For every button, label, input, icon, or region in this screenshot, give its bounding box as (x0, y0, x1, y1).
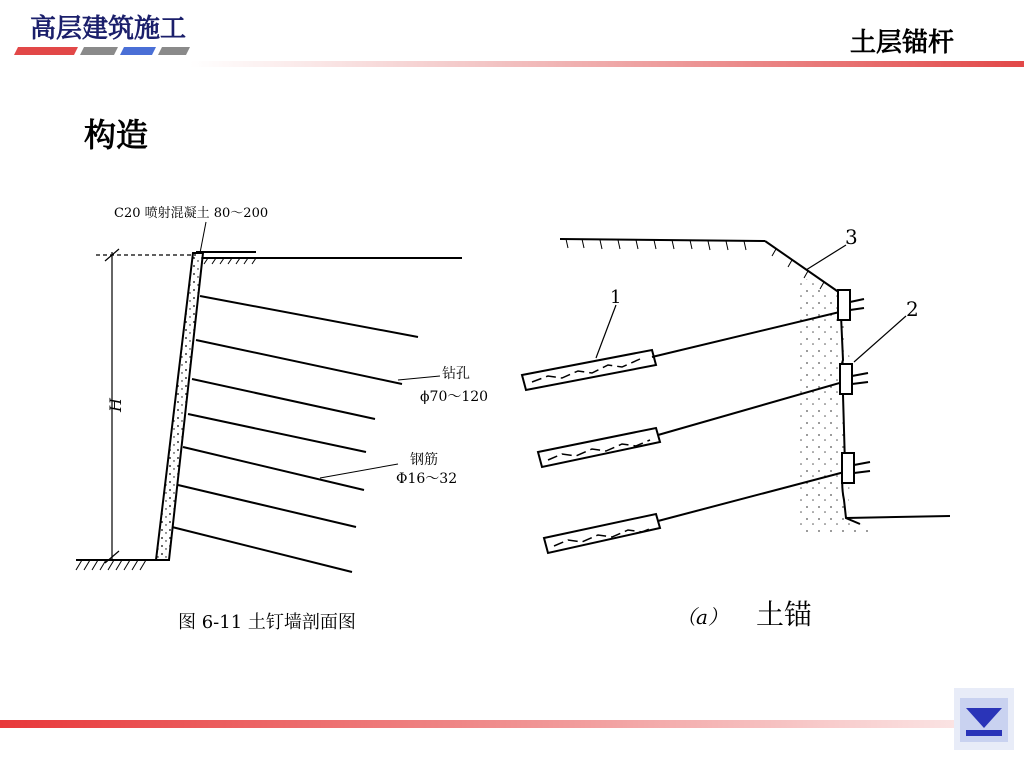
soil-anchor-figure (522, 225, 950, 631)
footer-rule (0, 720, 964, 728)
shotcrete-wall (156, 253, 203, 560)
soil-nail (172, 527, 352, 572)
right-caption-prefix: （a） (676, 605, 728, 629)
drill-hole-label: 钻孔 (442, 366, 470, 382)
soil-nail (178, 485, 356, 527)
topic-title: 土层锚杆 (849, 28, 954, 58)
height-label: H (106, 398, 125, 412)
rebar-label: 钢筋 (410, 452, 438, 468)
soil-nail (192, 379, 375, 419)
soil-nail (183, 447, 364, 490)
corner-logo (954, 688, 1014, 750)
soil-nail (200, 296, 418, 337)
anchor-ground-bottom (846, 516, 950, 518)
soil-nail (188, 414, 366, 452)
marker-2: 2 (906, 297, 919, 321)
marker-3: 3 (845, 225, 858, 249)
ground-hatch-bottom (76, 560, 146, 570)
soil-nails (172, 296, 418, 572)
course-title: 高层建筑施工 (30, 14, 187, 44)
marker-1: 1 (610, 287, 622, 308)
rebar-diameter-label: Φ16～32 (396, 471, 458, 487)
soil-nail-wall-figure (76, 205, 488, 633)
left-figure-caption: 图 6-11 土钉墙剖面图 (178, 612, 356, 633)
right-caption-text: 土锚 (756, 598, 813, 631)
section-title: 构造 (84, 116, 149, 154)
anchor-ground-top (560, 239, 765, 241)
shotcrete-label: C20 喷射混凝土 80～200 (114, 206, 269, 221)
anchor-ground-hatch (566, 239, 824, 289)
drill-diameter-label: ϕ70～120 (420, 389, 489, 405)
soil-nail (196, 340, 402, 384)
